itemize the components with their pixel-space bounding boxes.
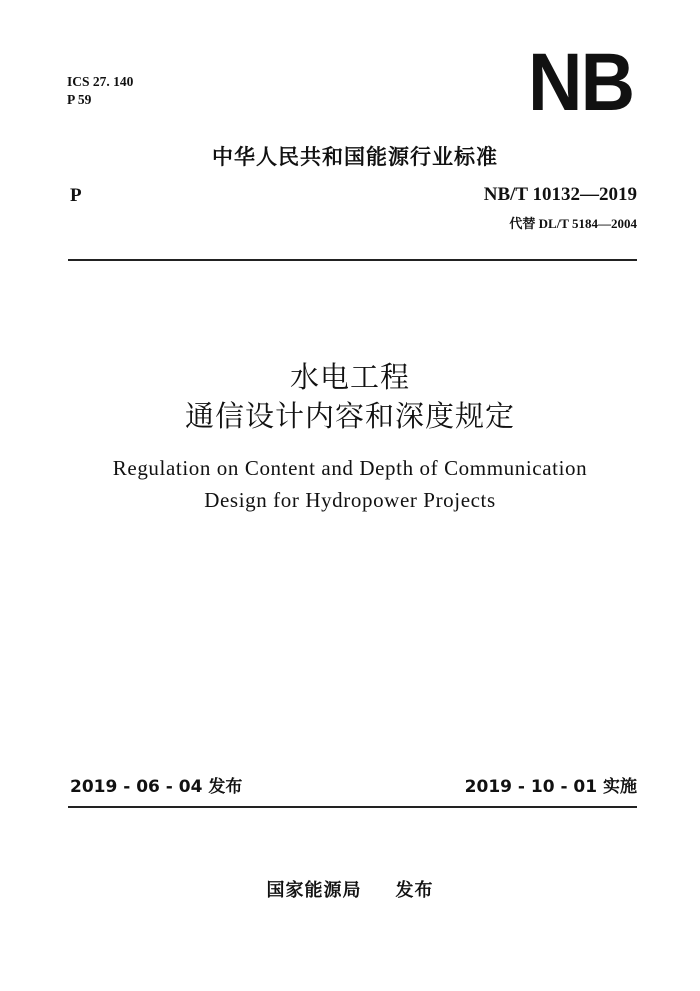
publisher-action: 发布 (395, 880, 434, 901)
replaces-note: 代替 DL/T 5184—2004 (509, 216, 637, 231)
issue-date: 2019 - 06 - 04 发布 (70, 777, 243, 797)
effective-date: 2019 - 10 - 01 实施 (464, 777, 637, 797)
standard-category: 中华人民共和国能源行业标准 (212, 145, 498, 169)
title-cn-line1: 水电工程 (289, 360, 410, 394)
publisher-line (0, 879, 700, 903)
title-cn-line2: 通信设计内容和深度规定 (184, 399, 515, 433)
publisher-name: 国家能源局 (266, 880, 362, 901)
top-divider (68, 259, 637, 261)
title-en-line2: Design for Hydropower Projects (204, 488, 496, 512)
bottom-divider (68, 806, 637, 808)
nb-logo: NB (528, 37, 634, 128)
ics-code: ICS 27. 140 (67, 74, 134, 89)
ccs-code: P 59 (67, 92, 92, 107)
title-en-line1: Regulation on Content and Depth of Communication (112, 456, 588, 480)
class-code: P (70, 185, 82, 206)
standard-number: NB/T 10132—2019 (483, 184, 637, 205)
classification-block (67, 73, 133, 109)
